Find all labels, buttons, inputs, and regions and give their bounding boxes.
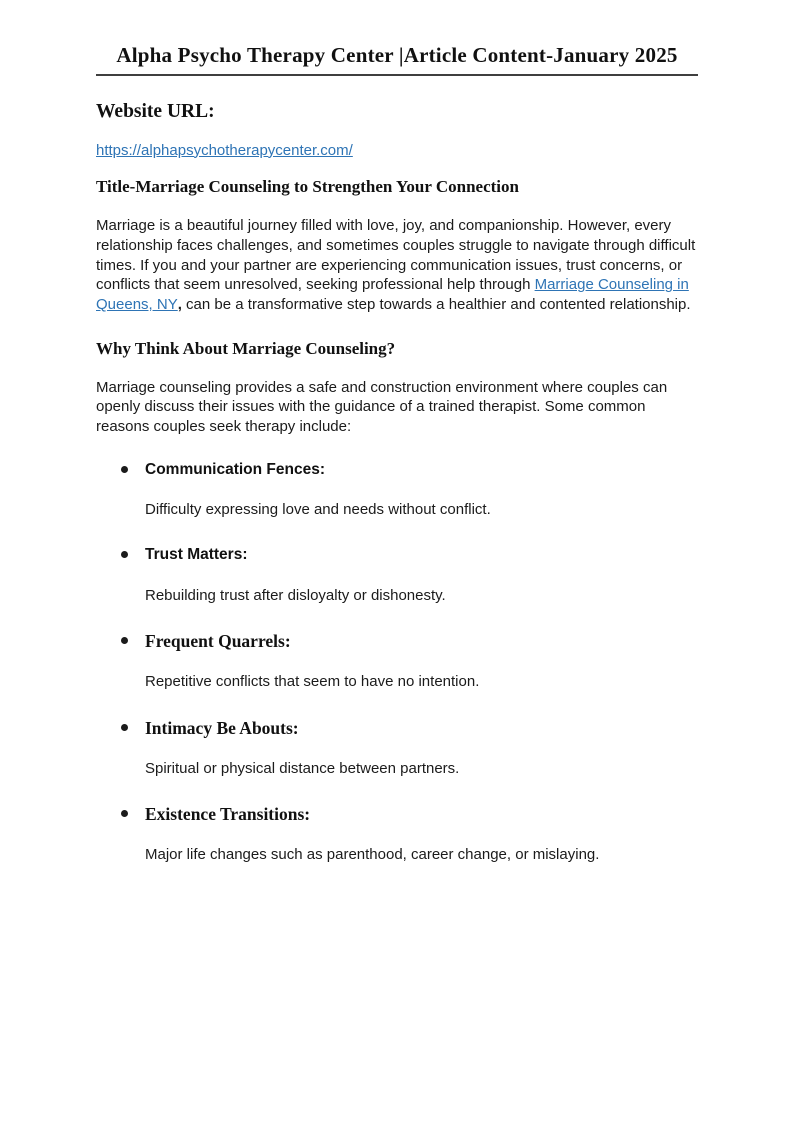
header-title: Alpha Psycho Therapy Center |Article Content-January 2025 xyxy=(116,43,678,67)
bullet-head xyxy=(121,631,698,652)
intro-text-pre: Marriage is a beautiful journey filled with love, joy, and companionship. However, every relationship faces challenges, and sometimes couples struggle to navigate through difficult times. If you and your partner are experiencing communication issues, trust concerns, or conflicts that seem unresolved, seeking professional help through xyxy=(96,217,696,294)
intro-paragraph xyxy=(96,216,698,314)
heading-website-url: Website URL: xyxy=(96,101,215,123)
bullet-point-icon xyxy=(121,637,128,644)
bullet-item xyxy=(121,718,698,779)
bullet-list xyxy=(96,460,698,865)
bullet-label: Communication Fences: xyxy=(145,460,325,478)
bullet-description: Repetitive conflicts that seem to have no intention. xyxy=(145,673,480,691)
bullet-item xyxy=(121,545,698,605)
bullet-point-icon xyxy=(121,724,128,731)
bullet-head xyxy=(121,804,698,825)
section-heading-why-counseling: Why Think About Marriage Counseling? xyxy=(96,338,396,358)
bullet-head xyxy=(121,545,698,565)
bullet-description: Rebuilding trust after disloyalty or dishonesty. xyxy=(145,586,446,604)
bullet-label: Existence Transitions: xyxy=(145,804,311,825)
bullet-label: Trust Matters: xyxy=(145,546,248,564)
document-header xyxy=(96,42,698,76)
bullet-description: Major life changes such as parenthood, career change, or mislaying. xyxy=(145,846,600,864)
marriage-counseling-link[interactable]: Marriage Counseling in Queens, NY xyxy=(96,276,689,313)
bullet-point-icon xyxy=(121,551,128,558)
intro-text-post: can be a transformative step towards a healthier and contented relationship. xyxy=(181,295,691,313)
bullet-head xyxy=(121,460,698,480)
website-url-line xyxy=(96,141,698,161)
article-title: Title-Marriage Counseling to Strengthen Your Connection xyxy=(96,177,519,197)
bullet-item xyxy=(121,460,698,520)
intro-bold-comma: , xyxy=(177,295,182,313)
bullet-head xyxy=(121,718,698,739)
bullet-item xyxy=(121,631,698,692)
bullet-point-icon xyxy=(121,466,128,473)
bullet-label: Intimacy Be Abouts: xyxy=(145,717,299,738)
website-url-link[interactable]: https://alphapsychotherapycenter.com/ xyxy=(96,141,353,159)
section-why-paragraph: Marriage counseling provides a safe and construction environment where couples can openly discuss their issues with the guidance of a trained therapist. Some common reasons couples seek therapy include: xyxy=(96,378,668,436)
bullet-point-icon xyxy=(121,810,128,817)
bullet-description: Spiritual or physical distance between partners. xyxy=(145,759,460,777)
bullet-item xyxy=(121,804,698,865)
bullet-description: Difficulty expressing love and needs without conflict. xyxy=(145,500,491,518)
bullet-label: Frequent Quarrels: xyxy=(145,631,291,652)
